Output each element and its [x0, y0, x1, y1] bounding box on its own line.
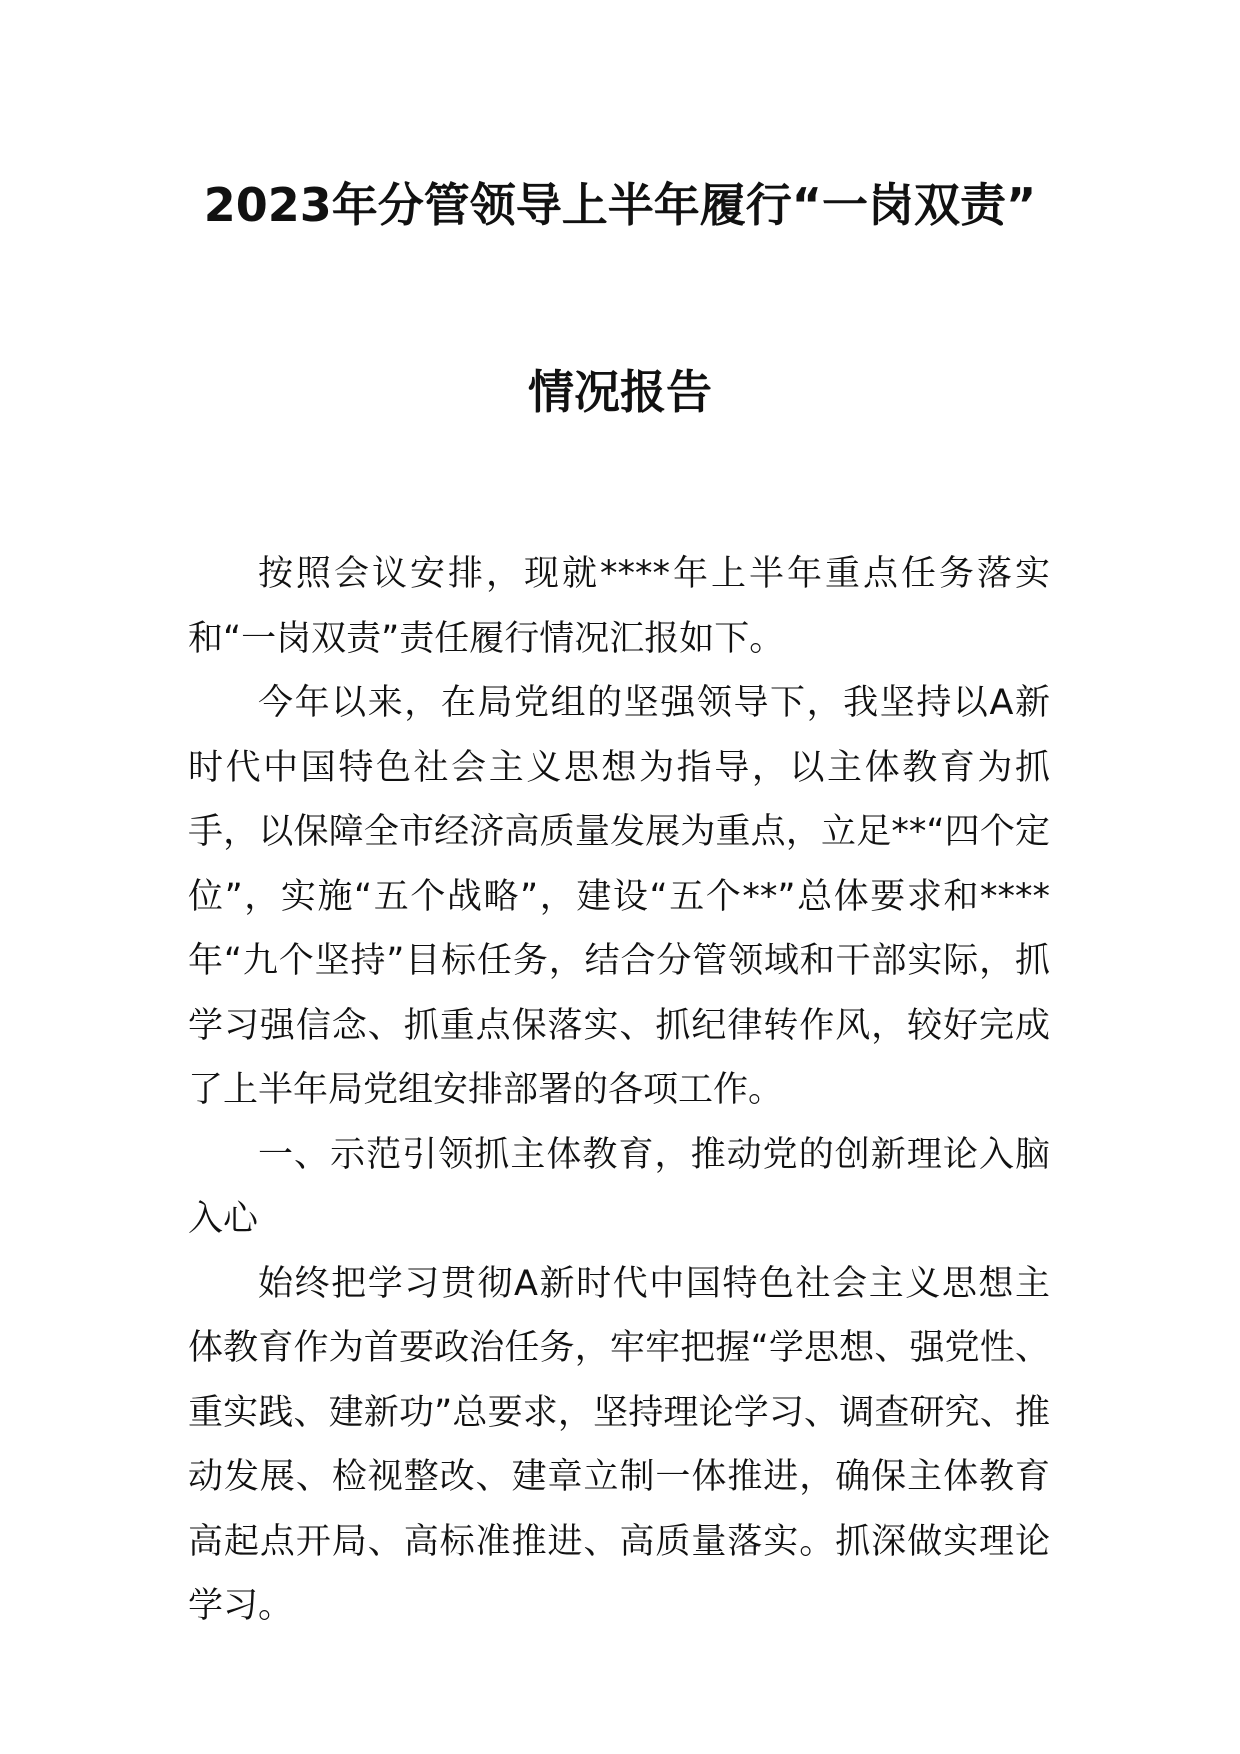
paragraph-intro: 按照会议安排，现就****年上半年重点任务落实和“一岗双责”责任履行情况汇报如下。 — [188, 554, 1050, 659]
document-title-line-2: 情况报告 — [528, 365, 712, 419]
document-title-line-1: 2023年分管领导上半年履行“一岗双责” — [203, 178, 1037, 232]
section-heading-1: 一、示范引领抓主体教育，推动党的创新理论入脑入心 — [188, 1134, 1050, 1239]
paragraph-section-1: 始终把学习贯彻A新时代中国特色社会主义思想主体教育作为首要政治任务，牢牢把握“学思想、强党性、重实践、建新功”总要求，坚持理论学习、调查研究、推动发展、检视整改、建章立制一体推进，确保主体教育高起点开局、高标准推进、高质量落实。抓深做实理论学习。 — [188, 1263, 1050, 1626]
paragraph-overview: 今年以来，在局党组的坚强领导下，我坚持以A新时代中国特色社会主义思想为指导，以主体教育为抓手，以保障全市经济高质量发展为重点，立足**“四个定位”，实施“五个战略”，建设“五个**”总体要求和****年“九个坚持”目标任务，结合分管领域和干部实际，抓学习强信念、抓重点保落实、抓纪律转作风，较好完成了上半年局党组安排部署的各项工作。 — [188, 683, 1050, 1110]
document-body — [188, 542, 1050, 1639]
